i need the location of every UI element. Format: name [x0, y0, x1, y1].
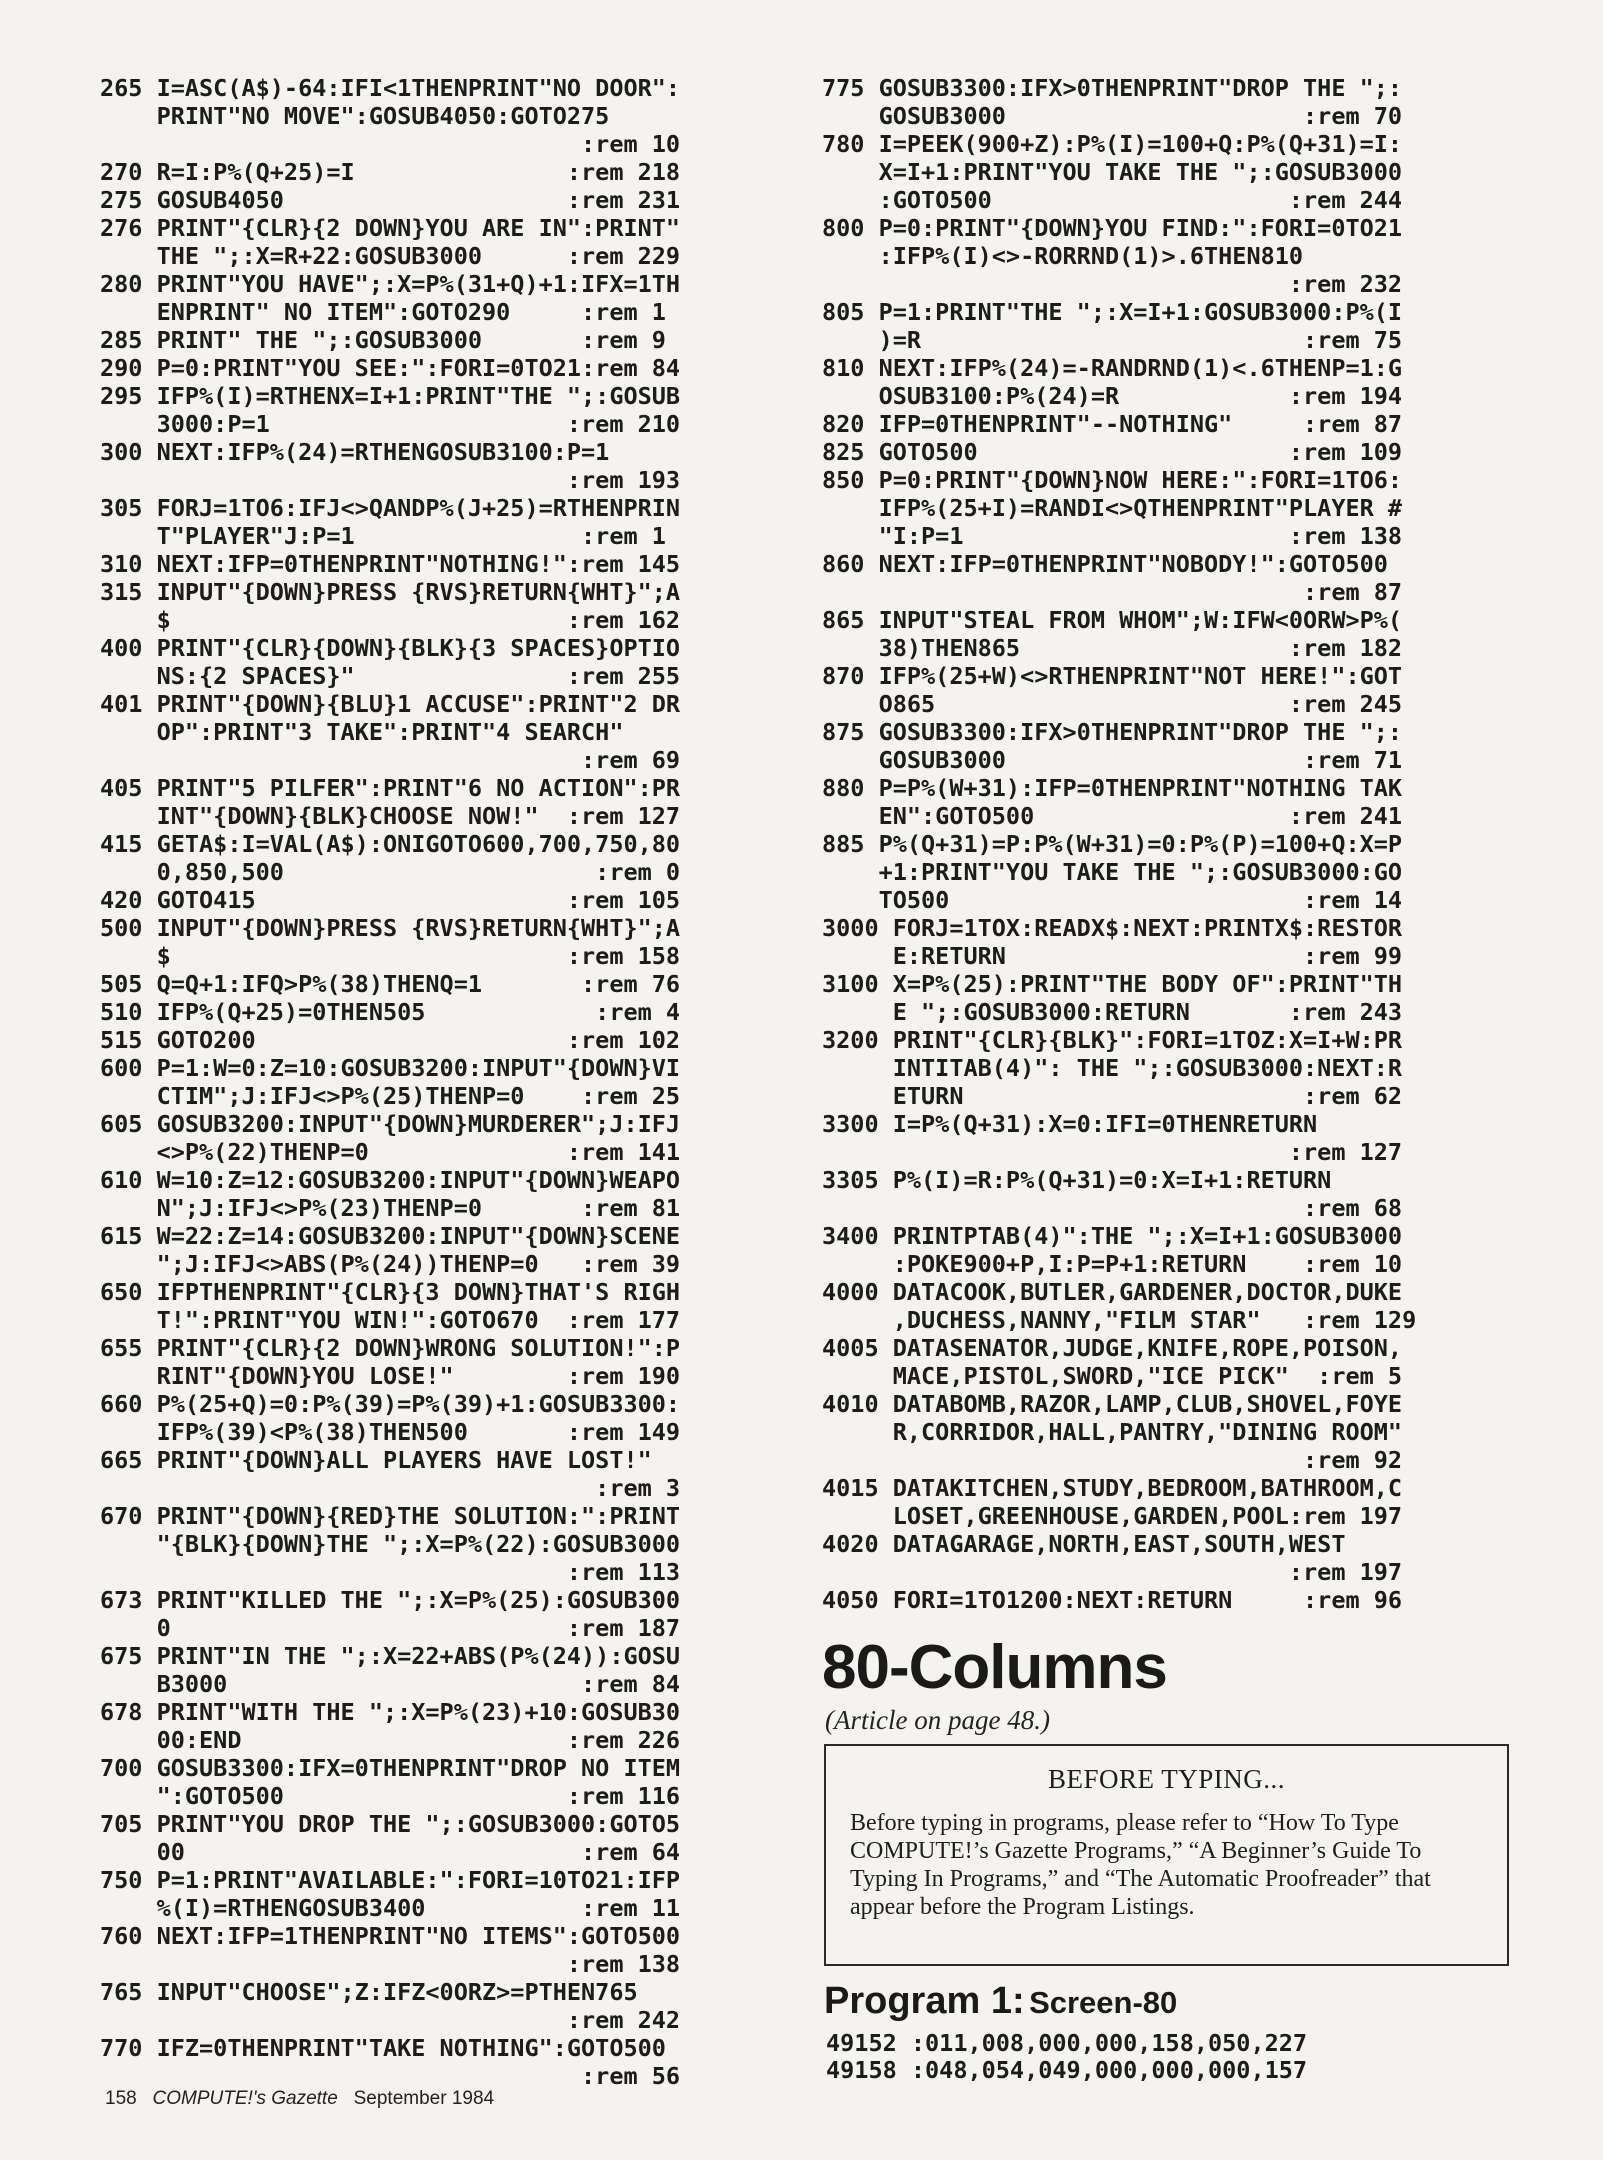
- code-line: 510 IFP%(Q+25)=0THEN505 :rem 4: [100, 998, 681, 1026]
- code-line: GOSUB3000 :rem 71: [822, 746, 1403, 774]
- code-line: N";J:IFJ<>P%(23)THENP=0 :rem 81: [100, 1194, 681, 1222]
- code-line: :rem 113: [100, 1558, 681, 1586]
- dump-line: 49158 :048,054,049,000,000,000,157: [826, 2056, 1308, 2084]
- code-line: %(I)=RTHENGOSUB3400 :rem 11: [100, 1894, 681, 1922]
- code-line: :rem 68: [822, 1194, 1403, 1222]
- listing-right-column: [822, 74, 1512, 1614]
- code-line: :rem 56: [100, 2062, 681, 2090]
- page-footer: [105, 2088, 494, 2110]
- code-line: E:RETURN :rem 99: [822, 942, 1403, 970]
- code-line: 4010 DATABOMB,RAZOR,LAMP,CLUB,SHOVEL,FOYE: [822, 1390, 1403, 1418]
- code-line: 500 INPUT"{DOWN}PRESS {RVS}RETURN{WHT}";A: [100, 914, 681, 942]
- code-line: 700 GOSUB3300:IFX=0THENPRINT"DROP NO ITEM: [100, 1754, 681, 1782]
- code-line: INT"{DOWN}{BLK}CHOOSE NOW!" :rem 127: [100, 802, 681, 830]
- page-number: 158: [105, 2088, 137, 2109]
- code-line: 305 FORJ=1TO6:IFJ<>QANDP%(J+25)=RTHENPRIN: [100, 494, 681, 522]
- code-line: X=I+1:PRINT"YOU TAKE THE ";:GOSUB3000: [822, 158, 1403, 186]
- code-line: ":GOTO500 :rem 116: [100, 1782, 681, 1810]
- code-line: "{BLK}{DOWN}THE ";:X=P%(22):GOSUB3000: [100, 1530, 681, 1558]
- code-line: ,DUCHESS,NANNY,"FILM STAR" :rem 129: [822, 1306, 1417, 1334]
- code-line: 870 IFP%(25+W)<>RTHENPRINT"NOT HERE!":GOT: [822, 662, 1403, 690]
- code-line: 415 GETA$:I=VAL(A$):ONIGOTO600,700,750,80: [100, 830, 681, 858]
- code-line: 860 NEXT:IFP=0THENPRINT"NOBODY!":GOTO500: [822, 550, 1388, 578]
- code-line: 800 P=0:PRINT"{DOWN}YOU FIND:":FORI=0TO21: [822, 214, 1403, 242]
- code-line: 265 I=ASC(A$)-64:IFI<1THENPRINT"NO DOOR":: [100, 74, 681, 102]
- code-line: 4020 DATAGARAGE,NORTH,EAST,SOUTH,WEST: [822, 1530, 1346, 1558]
- code-line: 655 PRINT"{CLR}{2 DOWN}WRONG SOLUTION!":P: [100, 1334, 681, 1362]
- code-line: 00 :rem 64: [100, 1838, 681, 1866]
- code-line: T"PLAYER"J:P=1 :rem 1: [100, 522, 666, 550]
- code-line: :rem 232: [822, 270, 1403, 298]
- code-line: 600 P=1:W=0:Z=10:GOSUB3200:INPUT"{DOWN}VI: [100, 1054, 681, 1082]
- code-line: :rem 3: [100, 1474, 681, 1502]
- code-line: 3000:P=1 :rem 210: [100, 410, 681, 438]
- code-line: 850 P=0:PRINT"{DOWN}NOW HERE:":FORI=1TO6:: [822, 466, 1403, 494]
- code-line: 0 :rem 187: [100, 1614, 681, 1642]
- code-line: OP":PRINT"3 TAKE":PRINT"4 SEARCH": [100, 718, 624, 746]
- code-line: 280 PRINT"YOU HAVE";:X=P%(31+Q)+1:IFX=1TH: [100, 270, 681, 298]
- code-line: 0,850,500 :rem 0: [100, 858, 681, 886]
- code-line: E ";:GOSUB3000:RETURN :rem 243: [822, 998, 1403, 1026]
- code-line: 820 IFP=0THENPRINT"--NOTHING" :rem 87: [822, 410, 1403, 438]
- code-line: 765 INPUT"CHOOSE";Z:IFZ<0ORZ>=PTHEN765: [100, 1978, 638, 2006]
- code-line: INTITAB(4)": THE ";:GOSUB3000:NEXT:R: [822, 1054, 1403, 1082]
- code-line: 675 PRINT"IN THE ";:X=22+ABS(P%(24)):GOSU: [100, 1642, 681, 1670]
- code-line: LOSET,GREENHOUSE,GARDEN,POOL:rem 197: [822, 1502, 1403, 1530]
- code-line: 3300 I=P%(Q+31):X=0:IFI=0THENRETURN: [822, 1110, 1318, 1138]
- code-line: 760 NEXT:IFP=1THENPRINT"NO ITEMS":GOTO500: [100, 1922, 681, 1950]
- code-line: :rem 92: [822, 1446, 1403, 1474]
- code-line: 670 PRINT"{DOWN}{RED}THE SOLUTION:":PRINT: [100, 1502, 681, 1530]
- code-line: 276 PRINT"{CLR}{2 DOWN}YOU ARE IN":PRINT": [100, 214, 681, 242]
- code-line: 705 PRINT"YOU DROP THE ";:GOSUB3000:GOTO5: [100, 1810, 681, 1838]
- code-line: 810 NEXT:IFP%(24)=-RANDRND(1)<.6THENP=1:G: [822, 354, 1403, 382]
- code-line: ETURN :rem 62: [822, 1082, 1403, 1110]
- code-line: 275 GOSUB4050 :rem 231: [100, 186, 681, 214]
- code-line: T!":PRINT"YOU WIN!":GOTO670 :rem 177: [100, 1306, 681, 1334]
- article-note: (Article on page 48.): [825, 1705, 1050, 1735]
- code-line: 4050 FORI=1TO1200:NEXT:RETURN :rem 96: [822, 1586, 1403, 1614]
- code-line: 875 GOSUB3300:IFX>0THENPRINT"DROP THE ";:: [822, 718, 1403, 746]
- code-line: 270 R=I:P%(Q+25)=I :rem 218: [100, 158, 681, 186]
- code-line: 310 NEXT:IFP=0THENPRINT"NOTHING!":rem 145: [100, 550, 681, 578]
- code-line: :GOTO500 :rem 244: [822, 186, 1403, 214]
- code-line: O865 :rem 245: [822, 690, 1403, 718]
- code-line: 315 INPUT"{DOWN}PRESS {RVS}RETURN{WHT}";A: [100, 578, 681, 606]
- code-line: :rem 10: [100, 130, 681, 158]
- program-title: [824, 1980, 1177, 2023]
- code-line: MACE,PISTOL,SWORD,"ICE PICK" :rem 5: [822, 1362, 1403, 1390]
- code-line: 420 GOTO415 :rem 105: [100, 886, 681, 914]
- code-line: 673 PRINT"KILLED THE ";:X=P%(25):GOSUB300: [100, 1586, 681, 1614]
- program-name: Screen-80: [1029, 1985, 1178, 2020]
- code-line: PRINT"NO MOVE":GOSUB4050:GOTO275: [100, 102, 610, 130]
- code-line: 3000 FORJ=1TOX:READX$:NEXT:PRINTX$:RESTOR: [822, 914, 1403, 942]
- code-line: 880 P=P%(W+31):IFP=0THENPRINT"NOTHING TAK: [822, 774, 1403, 802]
- code-line: 665 PRINT"{DOWN}ALL PLAYERS HAVE LOST!": [100, 1446, 652, 1474]
- code-line: :rem 197: [822, 1558, 1403, 1586]
- code-line: "I:P=1 :rem 138: [822, 522, 1403, 550]
- code-line: 405 PRINT"5 PILFER":PRINT"6 NO ACTION":PR: [100, 774, 681, 802]
- code-line: :IFP%(I)<>-RORRND(1)>.6THEN810: [822, 242, 1304, 270]
- code-line: 678 PRINT"WITH THE ";:X=P%(23)+10:GOSUB30: [100, 1698, 681, 1726]
- code-line: EN":GOTO500 :rem 241: [822, 802, 1403, 830]
- code-line: :rem 127: [822, 1138, 1403, 1166]
- code-line: 650 IFPTHENPRINT"{CLR}{3 DOWN}THAT'S RIGH: [100, 1278, 681, 1306]
- code-line: IFP%(25+I)=RANDI<>QTHENPRINT"PLAYER #: [822, 494, 1403, 522]
- code-line: 605 GOSUB3200:INPUT"{DOWN}MURDERER";J:IFJ: [100, 1110, 681, 1138]
- dump-line: 49152 :011,008,000,000,158,050,227: [826, 2029, 1308, 2057]
- code-line: ";J:IFJ<>ABS(P%(24))THENP=0 :rem 39: [100, 1250, 681, 1278]
- magazine-name: COMPUTE!'s Gazette: [152, 2088, 338, 2109]
- code-line: 750 P=1:PRINT"AVAILABLE:":FORI=10TO21:IFP: [100, 1866, 681, 1894]
- code-line: :rem 138: [100, 1950, 681, 1978]
- code-line: 3305 P%(I)=R:P%(Q+31)=0:X=I+1:RETURN: [822, 1166, 1332, 1194]
- code-line: 770 IFZ=0THENPRINT"TAKE NOTHING":GOTO500: [100, 2034, 666, 2062]
- code-line: 610 W=10:Z=12:GOSUB3200:INPUT"{DOWN}WEAPO: [100, 1166, 681, 1194]
- code-line: :rem 242: [100, 2006, 681, 2034]
- notice-body: Before typing in programs, please refer to “How To Type COMPUTE!’s Gazette Programs,” “A Beginner’s Guide To Typing In Programs,” and “The Automatic Proofreader” that appear before the Program Listings.: [850, 1810, 1431, 1920]
- issue-date: September 1984: [353, 2088, 495, 2109]
- code-line: OSUB3100:P%(24)=R :rem 194: [822, 382, 1403, 410]
- code-line: 400 PRINT"{CLR}{DOWN}{BLK}{3 SPACES}OPTIO: [100, 634, 681, 662]
- code-line: 775 GOSUB3300:IFX>0THENPRINT"DROP THE ";:: [822, 74, 1403, 102]
- code-line: 660 P%(25+Q)=0:P%(39)=P%(39)+1:GOSUB3300:: [100, 1390, 681, 1418]
- code-line: :rem 69: [100, 746, 681, 774]
- code-line: GOSUB3000 :rem 70: [822, 102, 1403, 130]
- code-line: IFP%(39)<P%(38)THEN500 :rem 149: [100, 1418, 681, 1446]
- program-dump: [826, 2030, 1307, 2084]
- before-typing-notice: [824, 1744, 1509, 1966]
- code-line: $ :rem 162: [100, 606, 681, 634]
- code-line: $ :rem 158: [100, 942, 681, 970]
- code-line: )=R :rem 75: [822, 326, 1403, 354]
- code-line: B3000 :rem 84: [100, 1670, 681, 1698]
- code-line: 805 P=1:PRINT"THE ";:X=I+1:GOSUB3000:P%(I: [822, 298, 1403, 326]
- code-line: 3200 PRINT"{CLR}{BLK}":FORI=1TOZ:X=I+W:PR: [822, 1026, 1403, 1054]
- code-line: THE ";:X=R+22:GOSUB3000 :rem 229: [100, 242, 681, 270]
- code-line: NS:{2 SPACES}" :rem 255: [100, 662, 681, 690]
- code-line: 515 GOTO200 :rem 102: [100, 1026, 681, 1054]
- code-line: 00:END :rem 226: [100, 1726, 681, 1754]
- code-line: 401 PRINT"{DOWN}{BLU}1 ACCUSE":PRINT"2 DR: [100, 690, 681, 718]
- code-line: CTIM";J:IFJ<>P%(25)THENP=0 :rem 25: [100, 1082, 681, 1110]
- code-line: 285 PRINT" THE ";:GOSUB3000 :rem 9: [100, 326, 666, 354]
- code-line: TO500 :rem 14: [822, 886, 1403, 914]
- code-line: :rem 87: [822, 578, 1403, 606]
- code-line: <>P%(22)THENP=0 :rem 141: [100, 1138, 681, 1166]
- code-line: RINT"{DOWN}YOU LOSE!" :rem 190: [100, 1362, 681, 1390]
- code-line: 780 I=PEEK(900+Z):P%(I)=100+Q:P%(Q+31)=I:: [822, 130, 1403, 158]
- code-line: 295 IFP%(I)=RTHENX=I+1:PRINT"THE ";:GOSUB: [100, 382, 681, 410]
- code-line: R,CORRIDOR,HALL,PANTRY,"DINING ROOM": [822, 1418, 1403, 1446]
- notice-title: BEFORE TYPING...: [1047, 1764, 1286, 1794]
- listing-left-column: [100, 74, 790, 2090]
- program-label: Program 1:: [824, 1980, 1025, 2022]
- code-line: :POKE900+P,I:P=P+1:RETURN :rem 10: [822, 1250, 1403, 1278]
- code-line: 505 Q=Q+1:IFQ>P%(38)THENQ=1 :rem 76: [100, 970, 681, 998]
- code-line: 38)THEN865 :rem 182: [822, 634, 1403, 662]
- code-line: ENPRINT" NO ITEM":GOTO290 :rem 1: [100, 298, 666, 326]
- code-line: 290 P=0:PRINT"YOU SEE:":FORI=0TO21:rem 84: [100, 354, 681, 382]
- code-line: +1:PRINT"YOU TAKE THE ";:GOSUB3000:GO: [822, 858, 1403, 886]
- code-line: 300 NEXT:IFP%(24)=RTHENGOSUB3100:P=1: [100, 438, 610, 466]
- code-line: :rem 193: [100, 466, 681, 494]
- code-line: 4015 DATAKITCHEN,STUDY,BEDROOM,BATHROOM,C: [822, 1474, 1403, 1502]
- code-line: 615 W=22:Z=14:GOSUB3200:INPUT"{DOWN}SCENE: [100, 1222, 681, 1250]
- code-line: 4000 DATACOOK,BUTLER,GARDENER,DOCTOR,DUKE: [822, 1278, 1403, 1306]
- code-line: 865 INPUT"STEAL FROM WHOM";W:IFW<0ORW>P%(: [822, 606, 1403, 634]
- code-line: 3400 PRINTPTAB(4)":THE ";:X=I+1:GOSUB3000: [822, 1222, 1403, 1250]
- code-line: 4005 DATASENATOR,JUDGE,KNIFE,ROPE,POISON,: [822, 1334, 1403, 1362]
- code-line: 825 GOTO500 :rem 109: [822, 438, 1403, 466]
- section-title: 80-Columns: [822, 1633, 1167, 1702]
- code-line: 885 P%(Q+31)=P:P%(W+31)=0:P%(P)=100+Q:X=P: [822, 830, 1403, 858]
- code-line: 3100 X=P%(25):PRINT"THE BODY OF":PRINT"TH: [822, 970, 1403, 998]
